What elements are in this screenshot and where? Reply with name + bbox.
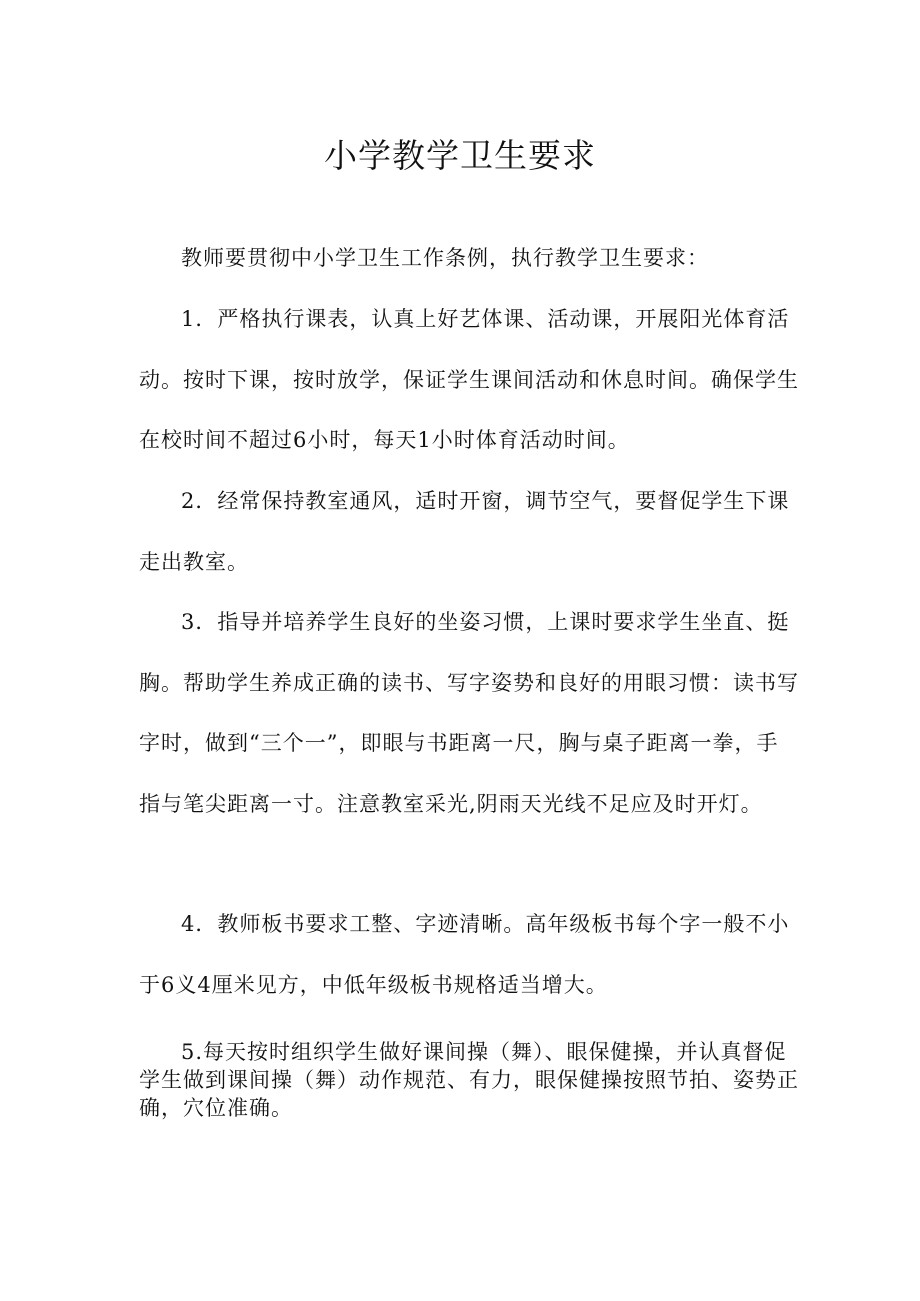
paragraph-item-2: 2．经常保持教室通风，适时开窗，调节空气，要督促学生下课走出教室。 xyxy=(139,489,790,574)
paragraph-intro: 教师要贯彻中小学卫生工作条例，执行教学卫生要求： xyxy=(181,246,709,270)
paragraph-item-1: 1．严格执行课表，认真上好艺体课、活动课，开展阳光体育活动。按时下课，按时放学，保证学生课间活动和休息时间。确保学生在校时间不超过6小时，每天1小时体育活动时间。 xyxy=(139,307,799,452)
document-title: 小学教学卫生要求 xyxy=(324,136,596,175)
paragraph-item-5: 5.每天按时组织学生做好课间操（舞）、眼保健操，并认真督促学生做到课间操（舞）动作规范、有力，眼保健操按照节拍、姿势正确，穴位准确。 xyxy=(139,1040,799,1120)
paragraph-item-3: 3．指导并培养学生良好的坐姿习惯，上课时要求学生坐直、挺胸。帮助学生养成正确的读书、写字姿势和良好的用眼习惯：读书写字时，做到“三个一”，即眼与书距离一尺，胸与桌子距离一拳，手指与笔尖距离一寸。注意教室采光,阴雨天光线不足应及时开灯。 xyxy=(139,610,799,816)
paragraph-item-4: 4．教师板书要求工整、字迹清晰。高年级板书每个字一般不小于6义4厘米见方，中低年级板书规格适当增大。 xyxy=(139,912,790,997)
